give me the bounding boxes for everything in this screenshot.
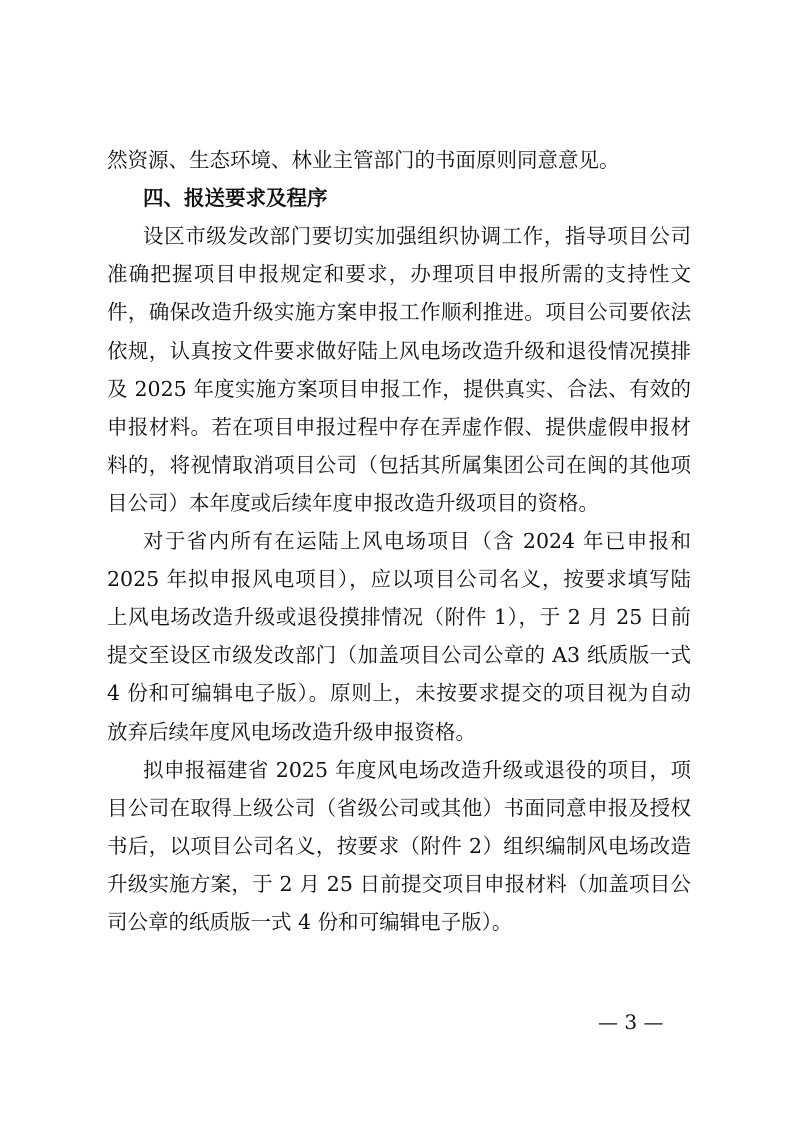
paragraph-line: 上风电场改造升级或退役摸排情况（附件 1），于 2 月 25 日前 [107,605,691,629]
paragraph-line: 司公章的纸质版一式 4 份和可编辑电子版）。 [107,910,513,934]
paragraph-line: 依规，认真按文件要求做好陆上风电场改造升级和退役情况摸排 [107,339,691,363]
paragraph-line: 升级实施方案，于 2 月 25 日前提交项目申报材料（加盖项目公 [107,872,691,896]
paragraph-line: 及 2025 年度实施方案项目申报工作，提供真实、合法、有效的 [107,377,691,401]
paragraph-line: 申报材料。若在项目申报过程中存在弄虚作假、提供虚假申报材 [107,415,691,439]
paragraph-line: 放弃后续年度风电场改造升级申报资格。 [107,720,476,744]
paragraph-line: 4 份和可编辑电子版）。原则上，未按要求提交的项目视为自动 [107,681,691,705]
paragraph-line: 然资源、生态环境、林业主管部门的书面原则同意意见。 [107,148,620,172]
paragraph-line: 件，确保改造升级实施方案申报工作顺利推进。项目公司要依法 [107,300,691,324]
paragraph-line: 料的，将视情取消项目公司（包括其所属集团公司在闽的其他项 [107,453,691,477]
paragraph-line: 准确把握项目申报规定和要求，办理项目申报所需的支持性文 [107,262,691,286]
paragraph-line: 目公司在取得上级公司（省级公司或其他）书面同意申报及授权 [107,796,691,820]
paragraph-line: 拟申报福建省 2025 年度风电场改造升级或退役的项目，项 [143,758,691,782]
section-heading: 四、报送要求及程序 [143,186,328,210]
paragraph-line: 设区市级发改部门要切实加强组织协调工作，指导项目公司 [143,224,691,248]
paragraph-line: 书后，以项目公司名义，按要求（附件 2）组织编制风电场改造 [107,834,691,858]
paragraph-line: 提交至设区市级发改部门（加盖项目公司公章的 A3 纸质版一式 [107,643,691,667]
paragraph-line: 对于省内所有在运陆上风电场项目（含 2024 年已申报和 [143,529,691,553]
paragraph-line: 目公司）本年度或后续年度申报改造升级项目的资格。 [107,491,599,515]
paragraph-line: 2025 年拟申报风电项目），应以项目公司名义，按要求填写陆 [107,567,691,591]
page-number: — 3 — [598,1010,664,1034]
